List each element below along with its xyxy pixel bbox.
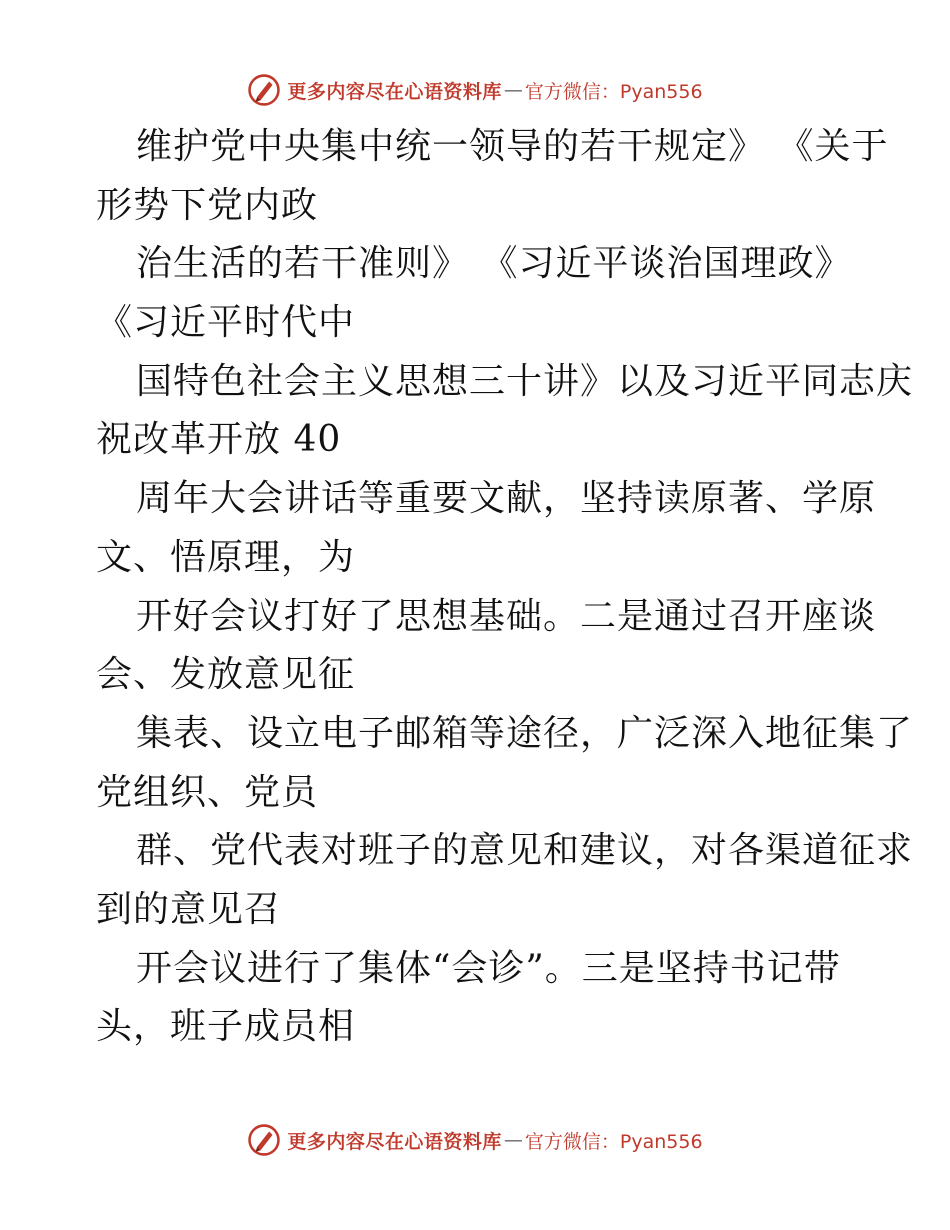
- banner-wechat-text: 官方微信：Pyan556: [524, 1130, 703, 1153]
- body-line: 维护党中央集中统一领导的若干规定》 《关于: [136, 126, 889, 167]
- pen-logo-icon: [247, 73, 281, 107]
- body-line: 治生活的若干准则》 《习近平谈治国理政》: [136, 243, 852, 285]
- body-line: 国特色社会主义思想三十讲》以及习近平同志庆: [136, 360, 914, 402]
- banner-main-text: 更多内容尽在心语资料库: [287, 80, 502, 103]
- header-banner: [0, 70, 950, 110]
- banner-wechat-text: 官方微信：Pyan556: [524, 80, 703, 103]
- body-line: 开好会议打好了思想基础。二是通过召开座谈: [136, 595, 877, 637]
- footer-banner: [0, 1120, 950, 1160]
- body-line: 会、发放意见征: [96, 654, 356, 696]
- body-line: 集表、设立电子邮箱等途径，广泛深入地征集了: [136, 712, 914, 754]
- document-body: [96, 118, 914, 1057]
- body-line: 祝改革开放 40: [96, 419, 342, 461]
- body-line: 周年大会讲话等重要文献，坚持读原著、学原: [136, 478, 877, 520]
- banner-separator: —: [503, 1129, 523, 1151]
- body-line: 文、悟原理，为: [96, 536, 356, 578]
- body-line: 开会议进行了集体“会诊”。三是坚持书记带: [136, 947, 841, 989]
- body-line: 到的意见召: [96, 888, 282, 930]
- body-line: 形势下党内政: [96, 184, 319, 226]
- banner-main-text: 更多内容尽在心语资料库: [287, 1130, 502, 1153]
- body-line: 《习近平时代中: [96, 302, 356, 344]
- body-line: 党组织、党员: [96, 771, 319, 813]
- body-line: 群、党代表对班子的意见和建议，对各渠道征求: [136, 830, 914, 872]
- banner-separator: —: [503, 79, 523, 101]
- pen-logo-icon: [247, 1123, 281, 1157]
- body-line: 头，班子成员相: [96, 1006, 356, 1048]
